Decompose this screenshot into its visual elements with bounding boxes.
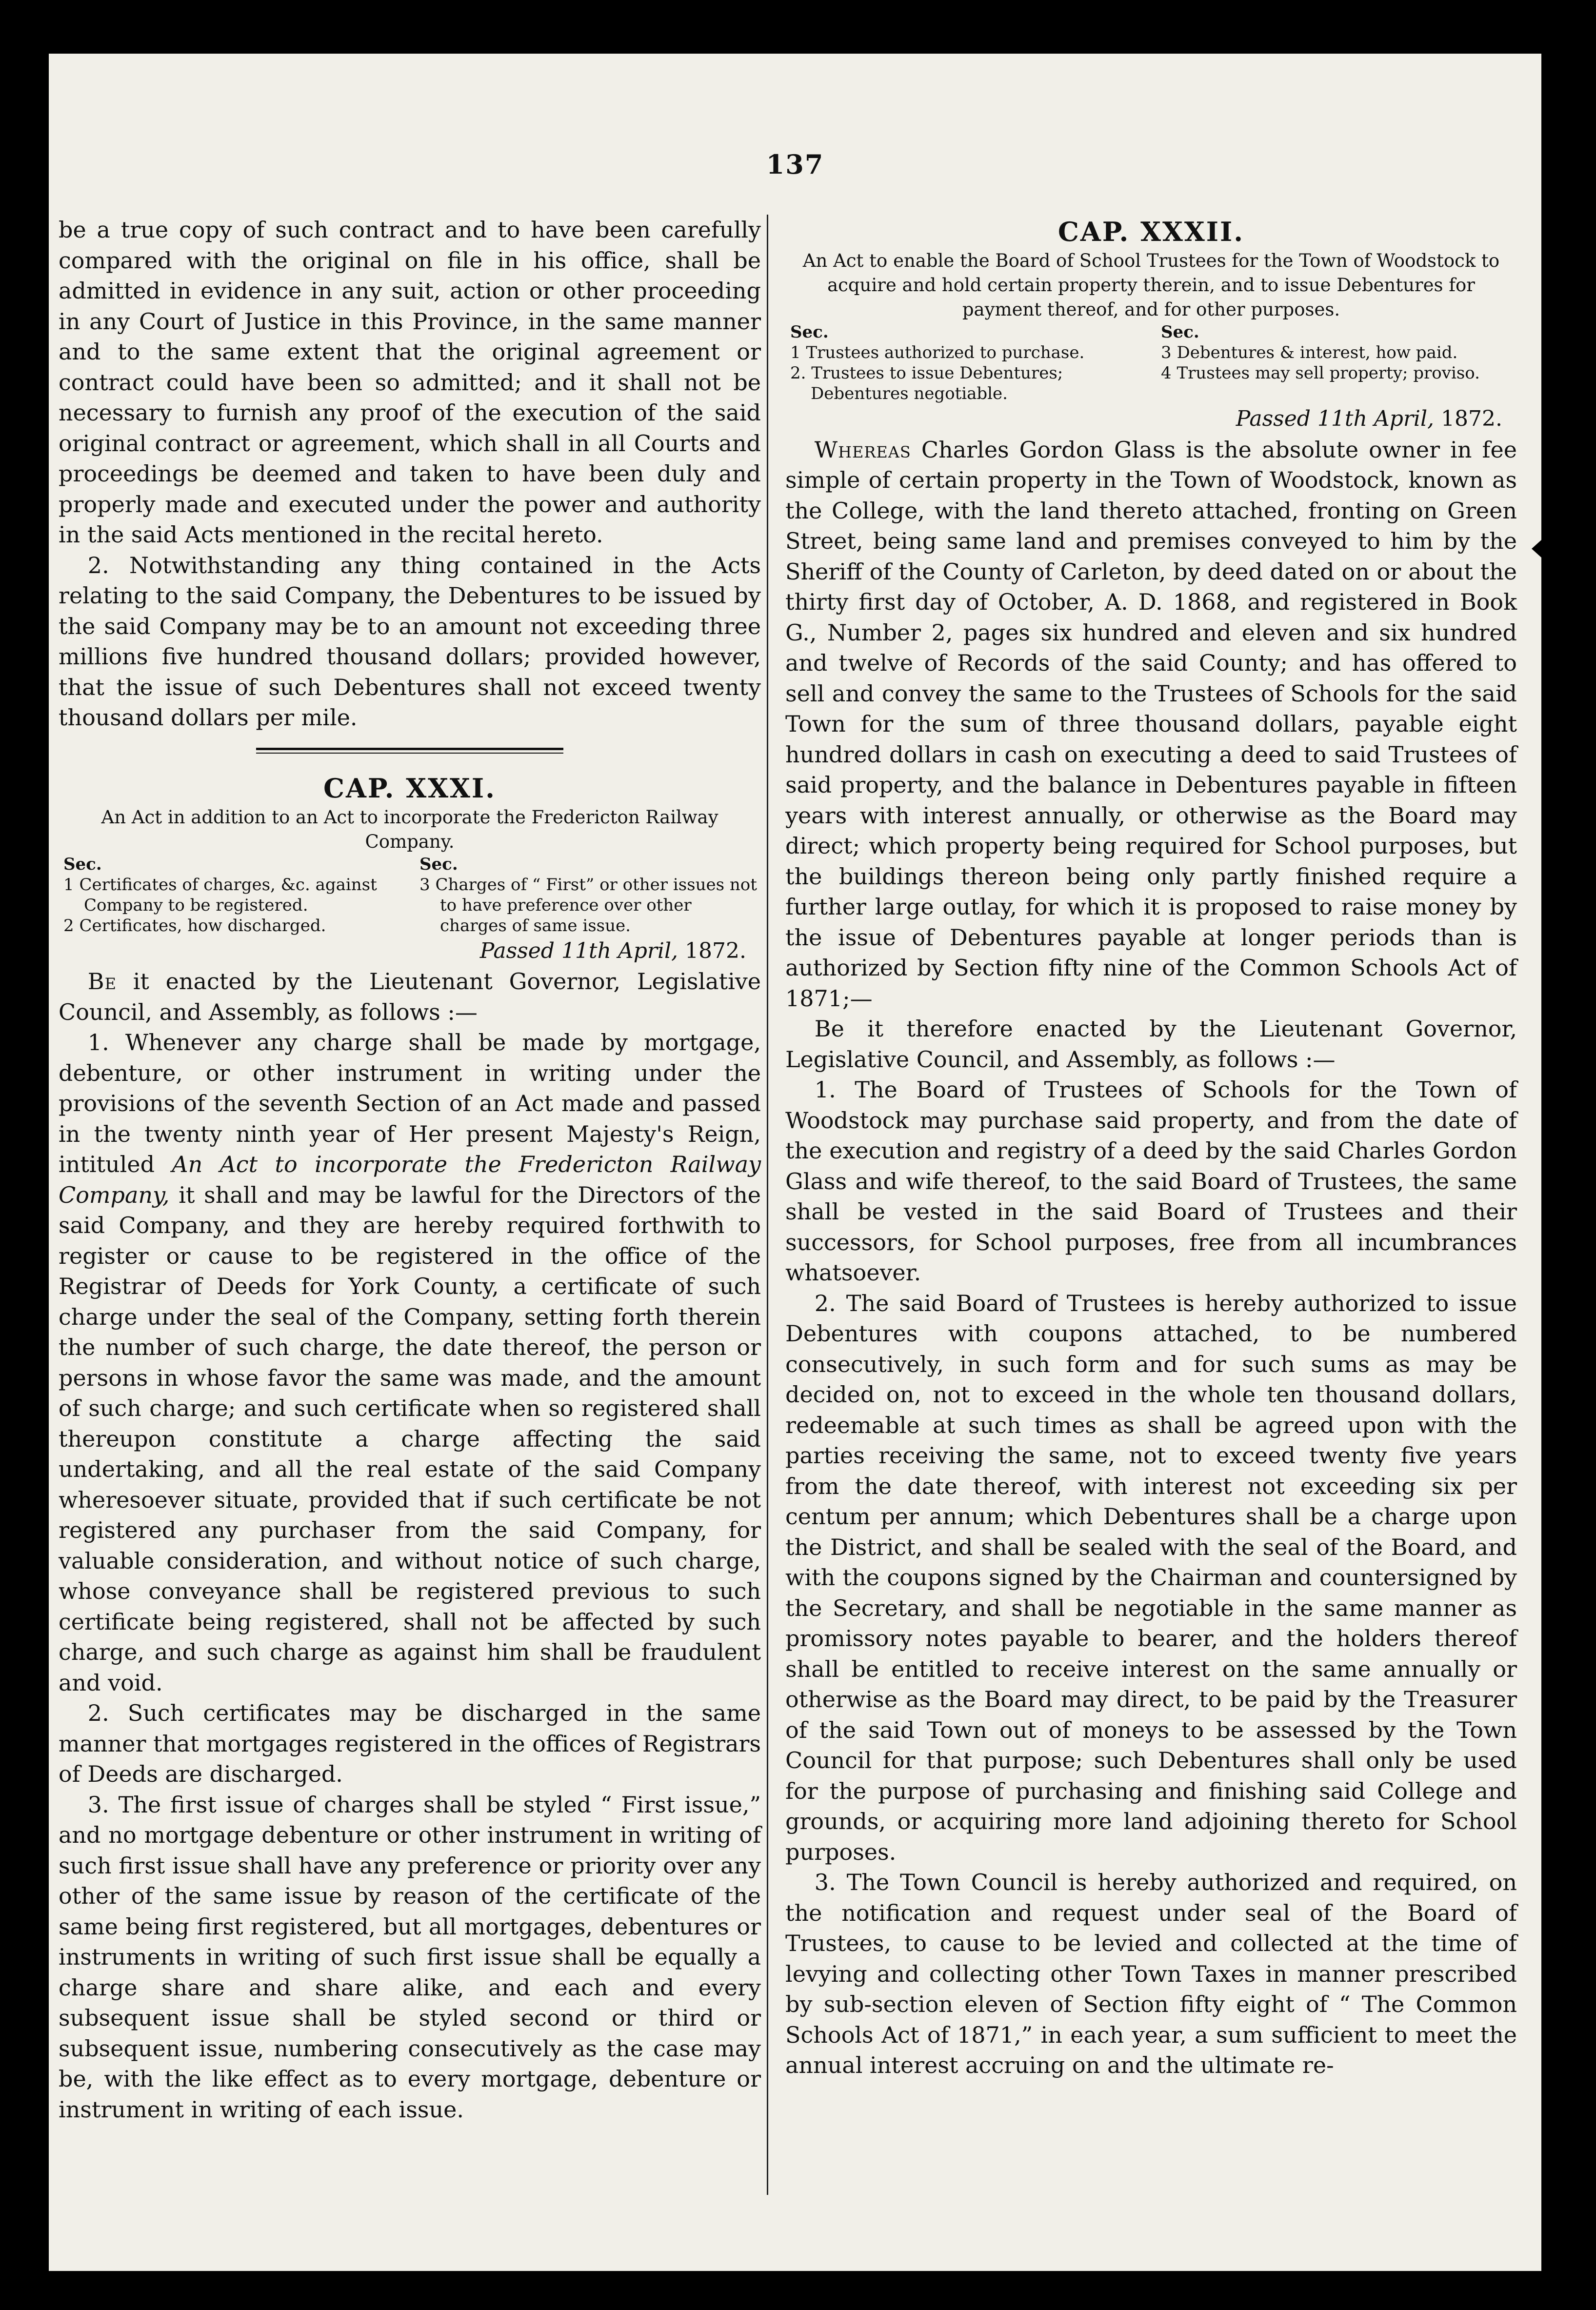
section-summary-xxxi <box>59 854 761 936</box>
toc-left <box>63 854 405 936</box>
drop-word: Be <box>87 968 117 995</box>
chapter-title-xxxi: CAP. XXXI. <box>323 772 496 804</box>
enacting-clause <box>59 966 761 1027</box>
toc-item: 1 Certificates of charges, &c. against Company to be registered. <box>63 875 377 915</box>
paragraph-section-2: 2. The said Board of Trustees is hereby authorized to issue Debentures with coupons attached, to be numbered consecutively, in such form and for such sums as may be decided on, not to exceed in the whole ten thousand dollars, redeemable at such times as shall be agreed upon with the parties receiving the same, not to exceed twenty five years from the date thereof, with interest not exceeding six per centum per annum; which Debentures shall be a charge upon the District, and shall be sealed with the seal of the Board, and with the coupons signed by the Chairman and countersigned by the Secretary, and shall be negotiable in the same manner as promissory notes payable to bearer, and the holders thereof shall be entitled to receive interest on the same annually or otherwise as the Board may direct, to be paid by the Treasurer of the said Town out of moneys to be assessed by the Town Council for that purpose; such Debentures shall only be used for the purpose of purchasing and finishing said College and grounds, or acquiring more land adjoining thereto for School purposes. <box>785 1290 1517 1865</box>
paragraph-section-3: 3. The first issue of charges shall be styled “ First issue,” and no mortgage debenture or other instrument in writing of such first issue shall have any preference or priority over any other of the same issue by reason of the certificate of the same being first registered, but all mortgages, debentures or instruments in writing of such first issue shall be equally a charge share and share alike, and each and every subsequent issue shall be styled second or third or subsequent issue, numbering consecutively as the case may be, with the like effect as to every mortgage, debenture or instrument in writing of each issue. <box>59 1791 761 2123</box>
toc-right <box>1161 322 1517 404</box>
section-summary-xxxii <box>785 322 1517 404</box>
act-title-xxxii: An Act to enable the Board of School Trustees for the Town of Woodstock to acquire and hold certain property therein, and to issue Debentures for payment thereof, and for other purposes. <box>802 250 1500 320</box>
toc-right <box>419 854 761 936</box>
passed-date-xxxi <box>59 936 761 967</box>
paragraph-section-3: 3. The Town Council is hereby authorized and required, on the notification and request under seal of the Board of Trustees, to cause to be levied and collected at the time of levying and collecting other Town Taxes in manner prescribed by sub-section eleven of Section fifty eight of “ The Common Schools Act of 1871,” in each year, a sum sufficient to meet the annual interest accruing on and the ultimate re- <box>785 1869 1517 2078</box>
section-divider-rule <box>256 748 563 754</box>
column-divider <box>767 215 768 2195</box>
paragraph-section-2: 2. Notwithstanding any thing contained in the Acts relating to the said Company, the Debentures to be issued by the said Company may be to an amount not exceeding three millions five hundred thousand dollars; provided however, that the issue of such Debentures shall not exceed twenty thousand dollars per mile. <box>59 552 761 731</box>
paragraph-section-1 <box>59 1027 761 1698</box>
act-title-xxxi: An Act in addition to an Act to incorporate the Fredericton Railway Company. <box>101 806 718 852</box>
section-1-text-cont: it shall and may be lawful for the Directors of the said Company, and they are hereby required forthwith to register or cause to be registered in the office of the Registrar of Deeds for York County, a certificate of such charge under the seal of the Company, setting forth therein the number of such charge, the date thereof, the person or persons in whose favor the same was made, and the amount of such charge; and such certificate when so registered shall thereupon constitute a charge affecting the said undertaking, and all the real estate of the said Company wheresoever situate, provided that if such certificate be not registered any purchaser from the said Company, for valuable consideration, and without notice of such charge, whose conveyance shall be registered previous to such certificate being registered, shall not be affected by such charge, and such charge as against him shall be fraudulent and void. <box>59 1181 761 1696</box>
passed-year: 1872. <box>685 938 746 963</box>
enacting-text: it enacted by the Lieutenant Governor, Legislative Council, and Assembly, as follows :— <box>59 968 761 1025</box>
drop-word: Whereas <box>814 436 911 463</box>
toc-heading: Sec. <box>790 322 829 342</box>
toc-left <box>790 322 1146 404</box>
passed-date-xxxii <box>785 404 1517 435</box>
section-1-text: 1. Whenever any charge shall be made by mortgage, debenture, or other instrument in writing under the provisions of the seventh Section of an Act made and passed in the twenty ninth year of Her present Majesty's Reign, intituled <box>59 1029 761 1177</box>
toc-item: 3 Debentures & interest, how paid. <box>1161 343 1458 362</box>
chapter-title-xxxii: CAP. XXXII. <box>1057 216 1245 247</box>
scan-edge-marker <box>1550 76 1570 144</box>
toc-item: 3 Charges of “ First” or other issues not to have preference over other charges of same issue. <box>419 875 757 936</box>
toc-heading: Sec. <box>63 854 102 874</box>
enacting-clause: Be it therefore enacted by the Lieutenant Governor, Legislative Council, and Assembly, as follows :— <box>785 1016 1517 1073</box>
scanned-page <box>49 54 1541 2271</box>
scan-notch-marker <box>1532 527 1556 571</box>
toc-item: 4 Trustees may sell property; proviso. <box>1161 363 1480 383</box>
toc-item: 1 Trustees authorized to purchase. <box>790 343 1085 362</box>
paragraph-continuation: be a true copy of such contract and to have been carefully compared with the original on file in his office, shall be admitted in evidence in any suit, action or other proceeding in any Court of Justice in this Province, in the same manner and to the same extent that the original agreement or contract could have been so admitted; and it shall not be necessary to furnish any proof of the execution of the said original contract or agreement, which shall in all Courts and proceedings be deemed and taken to have been duly and properly made and executed under the power and authority in the said Acts mentioned in the recital hereto. <box>59 217 761 548</box>
passed-label: Passed 11th April, <box>1236 406 1435 431</box>
toc-heading: Sec. <box>1161 322 1199 342</box>
preamble-text: Charles Gordon Glass is the absolute owner in fee simple of certain property in the Town of Woodstock, known as the College, with the land thereto attached, fronting on Green Street, being same land and premises conveyed to him by the Sheriff of the County of Carleton, by deed dated on or about the thirty first day of October, A. D. 1868, and registered in Book G., Number 2, pages six hundred and eleven and six hundred and twelve of Records of the said County; and has offered to sell and convey the same to the Trustees of Schools for the said Town for the sum of three thousand dollars, payable eight hundred dollars in cash on executing a deed to said Trustees of said property, and the balance in Debentures payable in fifteen years with interest annually, or otherwise as the Board may direct; which property being required for School purposes, but the buildings thereon being only partly finished require a further large outlay, for which it is proposed to raise money by the issue of Debentures payable at longer periods than is authorized by Section fifty nine of the Common Schools Act of 1871;— <box>785 436 1517 1012</box>
toc-item: 2 Certificates, how discharged. <box>63 916 326 936</box>
right-column <box>785 215 1517 2081</box>
scan-edge-marker <box>0 2141 17 2205</box>
toc-item: 2. Trustees to issue Debentures; Debentures negotiable. <box>790 363 1063 403</box>
paragraph-section-2: 2. Such certificates may be discharged in the same manner that mortgages registered in the offices of Registrars of Deeds are discharged. <box>59 1700 761 1787</box>
preamble <box>785 435 1517 1014</box>
passed-label: Passed 11th April, <box>479 938 678 963</box>
page-number: 137 <box>766 149 824 180</box>
act-name: An Act to incorporate the Fredericton Railway Company, <box>59 1151 761 1208</box>
toc-heading: Sec. <box>419 854 458 874</box>
left-column <box>59 215 761 2125</box>
paragraph-section-1: 1. The Board of Trustees of Schools for the Town of Woodstock may purchase said property, and from the date of the execution and registry of a deed by the said Charles Gordon Glass and wife thereof, to the said Board of Trustees, the same shall be vested in the said Board of Trustees and their successors, for School purposes, free from all incumbrances whatsoever. <box>785 1076 1517 1286</box>
passed-year: 1872. <box>1441 406 1502 431</box>
scan-edge-marker <box>0 54 17 88</box>
